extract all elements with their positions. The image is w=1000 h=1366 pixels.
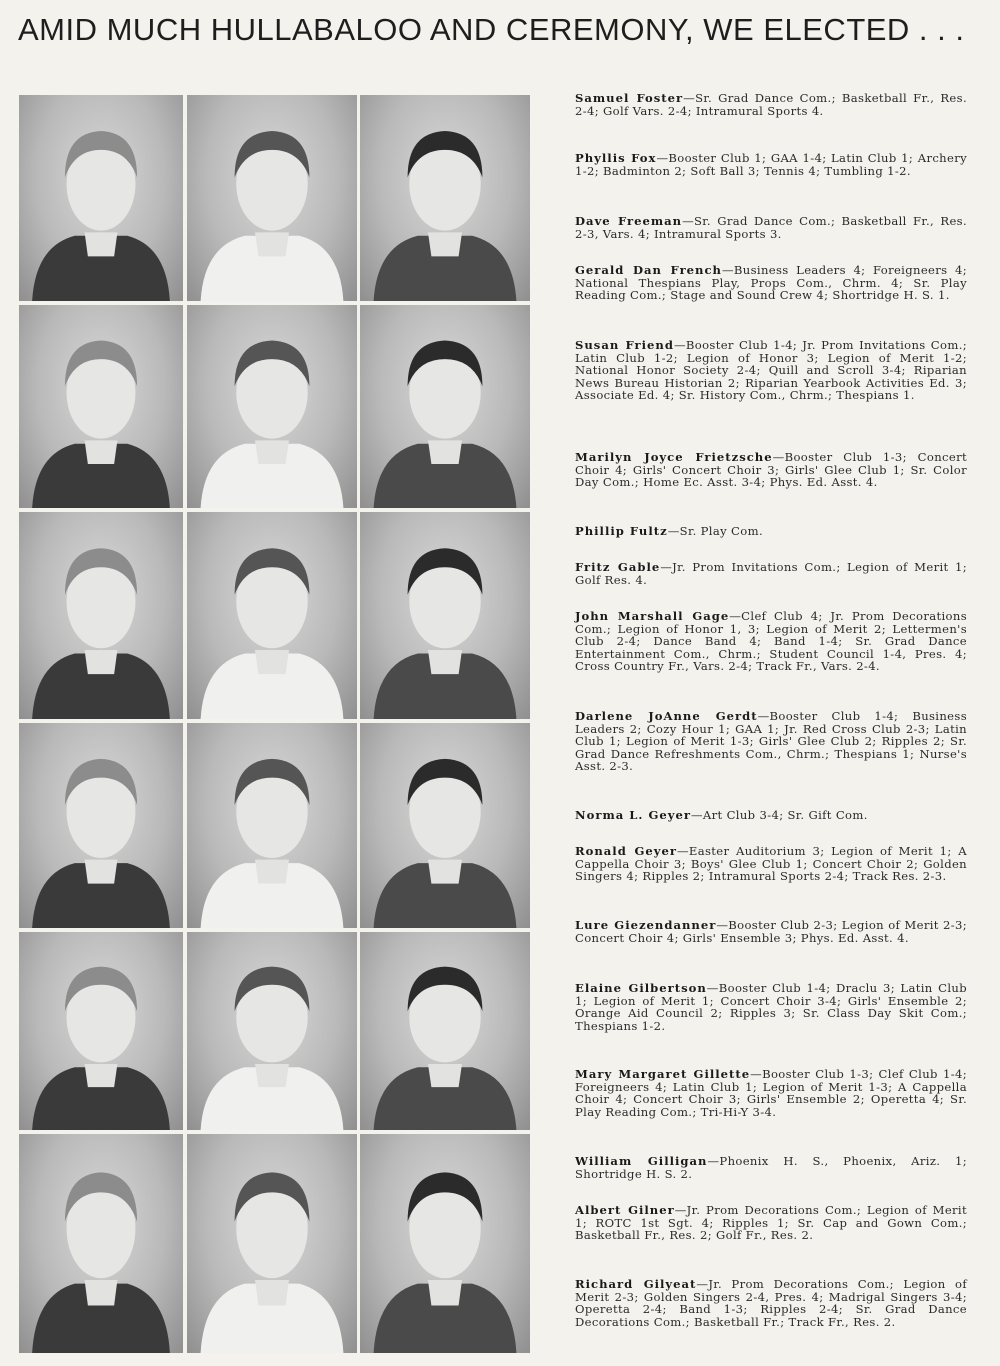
portrait-silhouette [19,723,183,928]
student-name: Richard Gilyeat [575,1277,697,1291]
bio-text: —Booster Club 1-3; Clef Club 1-4; Foreigneers 4; Latin Club 1; Legion of Merit 1-3; A Cappella Choir 4; Concert Choir 3; Girls' Ensemble 2; Operetta 4; Sr. Play Reading Com.; Tri-Hi-Y 3-4. [575,1067,967,1119]
portrait-silhouette [360,932,530,1130]
portrait-photo [360,723,530,928]
portrait-photo [360,932,530,1130]
bio-text: —Booster Club 1-4; Draclu 3; Latin Club 1; Legion of Merit 1; Concert Choir 3-4; Girls' Ensemble 2; Orange Aid Council 2; Ripples 3; Sr. Class Day Skit Com.; Thespians 1-2. [575,981,967,1033]
student-name: Darlene JoAnne Gerdt [575,709,758,723]
portrait-silhouette [19,1134,183,1353]
bio-text: —Jr. Prom Decorations Com.; Legion of Merit 1; ROTC 1st Sgt. 4; Ripples 1; Sr. Cap and Gown Com.; Basketball Fr., Res. 2; Golf Fr., Res. 2. [575,1203,967,1243]
bio-entry [575,152,967,177]
portrait-silhouette [187,305,357,508]
student-name: Samuel Foster [575,91,684,105]
portrait-silhouette [360,512,530,719]
bio-text: —Clef Club 4; Jr. Prom Decorations Com.; Legion of Honor 1, 3; Legion of Merit 2; Lettermen's Club 2-4; Dance Band 4; Band 1-4; Sr. Grad Dance Entertainment Com., Chrm.; Student Council 1-4, Pres. 4; Cross Country Fr., Vars. 2-4; Track Fr., Vars. 2-4. [575,609,967,674]
bio-entry [575,610,967,673]
portrait-photo [187,1134,357,1353]
bio-text: —Sr. Play Com. [667,524,763,538]
portrait-photo [360,1134,530,1353]
student-name: Elaine Gilbertson [575,981,707,995]
bio-entry [575,982,967,1032]
bio-text: —Jr. Prom Invitations Com.; Legion of Merit 1; Golf Res. 4. [575,560,967,587]
portrait-photo [187,932,357,1130]
bio-entry [575,1278,967,1328]
bio-entry [575,1155,967,1180]
bio-text: —Sr. Grad Dance Com.; Basketball Fr., Res. 2-4; Golf Vars. 2-4; Intramural Sports 4. [575,91,967,118]
student-name: Phyllis Fox [575,151,657,165]
portrait-photo [19,95,183,301]
portrait-photo [187,512,357,719]
portrait-photo [360,512,530,719]
portrait-silhouette [19,932,183,1130]
portrait-photo [187,305,357,508]
portrait-photo [360,305,530,508]
student-name: Lure Giezendanner [575,918,717,932]
bio-entry [575,809,967,822]
portrait-silhouette [187,1134,357,1353]
page-heading: AMID MUCH HULLABALOO AND CEREMONY, WE ELECTED . . . [18,12,965,47]
portrait-silhouette [187,512,357,719]
student-name: John Marshall Gage [575,609,730,623]
bio-text: —Booster Club 1-3; Concert Choir 4; Girls' Concert Choir 3; Girls' Glee Club 1; Sr. Color Day Com.; Home Ec. Asst. 3-4; Phys. Ed. Asst. 4. [575,450,967,490]
student-name: Ronald Geyer [575,844,677,858]
bio-text: —Easter Auditorium 3; Legion of Merit 1; A Cappella Choir 3; Boys' Glee Club 1; Concert Choir 2; Golden Singers 4; Ripples 2; Intramural Sports 2-4; Track Res. 2-3. [575,844,967,884]
portrait-silhouette [187,95,357,301]
student-name: Phillip Fultz [575,524,668,538]
bio-entry [575,1068,967,1118]
student-name: Fritz Gable [575,560,661,574]
portrait-photo [360,95,530,301]
bio-entry [575,92,967,117]
student-name: Albert Gilner [575,1203,675,1217]
bio-entry [575,525,967,538]
bio-entry [575,845,967,883]
portrait-photo [19,1134,183,1353]
bio-entry [575,264,967,302]
portrait-silhouette [19,95,183,301]
student-name: William Gilligan [575,1154,708,1168]
portrait-photo [19,723,183,928]
student-name: Gerald Dan French [575,263,722,277]
portrait-silhouette [19,512,183,719]
portrait-silhouette [360,95,530,301]
student-name: Norma L. Geyer [575,808,691,822]
bio-entry [575,710,967,773]
portrait-silhouette [19,305,183,508]
bio-text: —Jr. Prom Decorations Com.; Legion of Merit 2-3; Golden Singers 2-4, Pres. 4; Madrigal Singers 3-4; Operetta 2-4; Band 1-3; Ripples 2-4; Sr. Grad Dance Decorations Com.; Basketball Fr.; Track Fr., Res. 2. [575,1277,967,1329]
bio-entry [575,215,967,240]
portrait-silhouette [187,723,357,928]
bio-text: —Phoenix H. S., Phoenix, Ariz. 1; Shortridge H. S. 2. [575,1154,967,1181]
bio-entry [575,561,967,586]
bio-text: —Business Leaders 4; Foreigneers 4; National Thespians Play, Props Com., Chrm. 4; Sr. Play Reading Com.; Stage and Sound Crew 4; Shortridge H. S. 1. [575,263,968,303]
student-name: Susan Friend [575,338,674,352]
portrait-silhouette [360,305,530,508]
portrait-photo [19,512,183,719]
bio-text: —Sr. Grad Dance Com.; Basketball Fr., Res. 2-3, Vars. 4; Intramural Sports 3. [575,214,967,241]
bio-text: —Booster Club 1; GAA 1-4; Latin Club 1; Archery 1-2; Badminton 2; Soft Ball 3; Tennis 4; Tumbling 1-2. [575,151,968,178]
student-name: Mary Margaret Gillette [575,1067,751,1081]
bio-text: —Booster Club 1-4; Business Leaders 2; Cozy Hour 1; GAA 1; Jr. Red Cross Club 2-3; Latin Club 1; Legion of Merit 1-3; Girls' Glee Club 2; Ripples 2; Sr. Grad Dance Refreshments Com., Chrm.; Thespians 1; Nurse's Asst. 2-3. [575,709,967,774]
student-name: Marilyn Joyce Frietzsche [575,450,773,464]
portrait-grid [19,95,531,1353]
portrait-photo [187,95,357,301]
bio-text: —Booster Club 1-4; Jr. Prom Invitations Com.; Latin Club 1-2; Legion of Honor 3; Legion of Merit 1-2; National Honor Society 2-4; Quill and Scroll 3-4; Riparian News Bureau Historian 2; Riparian Yearbook Activities Ed. 3; Associate Ed. 4; Sr. History Com., Chrm.; Thespians 1. [575,338,967,403]
portrait-photo [187,723,357,928]
student-name: Dave Freeman [575,214,683,228]
bio-text: —Booster Club 2-3; Legion of Merit 2-3; Concert Choir 4; Girls' Ensemble 3; Phys. Ed. Asst. 4. [575,918,967,945]
portrait-silhouette [187,932,357,1130]
bio-entry [575,919,967,944]
bio-entry [575,1204,967,1242]
bio-text: —Art Club 3-4; Sr. Gift Com. [690,808,868,822]
bio-entry [575,339,967,402]
portrait-silhouette [360,1134,530,1353]
portrait-silhouette [360,723,530,928]
bio-entry [575,451,967,489]
portrait-photo [19,305,183,508]
portrait-photo [19,932,183,1130]
